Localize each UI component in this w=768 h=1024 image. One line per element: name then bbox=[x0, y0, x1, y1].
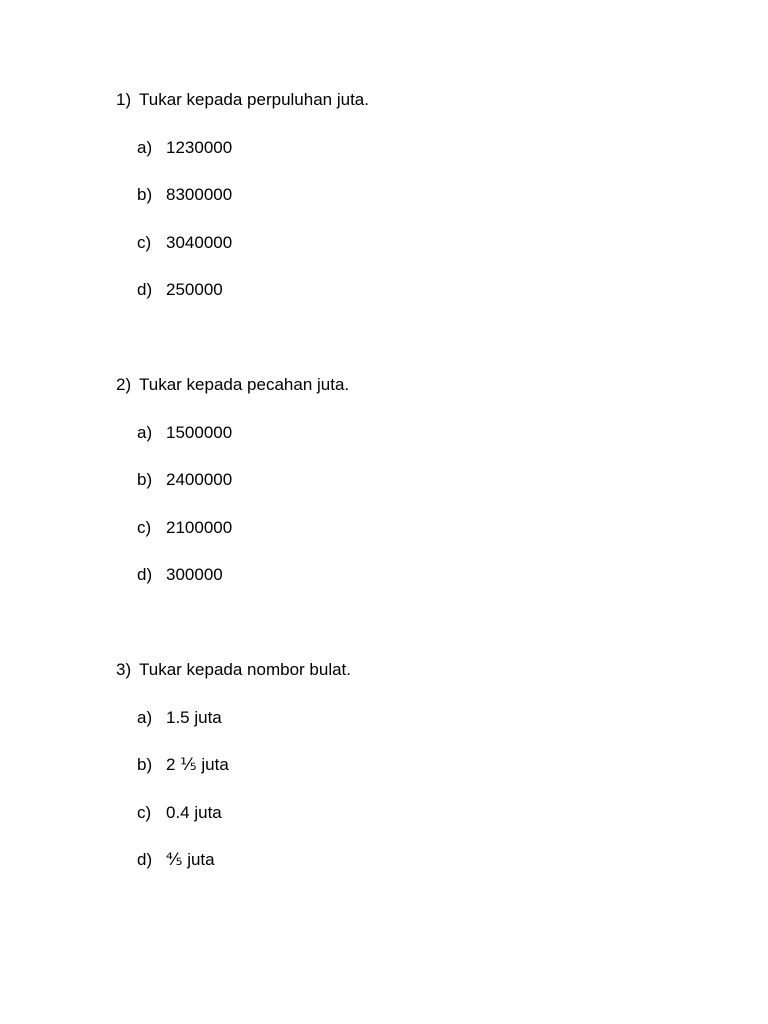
question-1-items bbox=[116, 136, 716, 303]
list-item bbox=[137, 421, 716, 445]
item-value: 250000 bbox=[166, 280, 223, 299]
item-letter: c) bbox=[137, 517, 152, 537]
question-1 bbox=[116, 88, 716, 302]
item-value: ⅘ juta bbox=[166, 850, 215, 869]
item-value: 8300000 bbox=[166, 185, 233, 204]
list-item bbox=[137, 706, 716, 730]
question-number: 3) bbox=[116, 660, 132, 679]
item-letter: c) bbox=[137, 232, 152, 252]
item-value: 3040000 bbox=[166, 232, 233, 252]
item-letter: a) bbox=[137, 707, 153, 727]
question-3-items bbox=[116, 706, 716, 873]
question-number: 1) bbox=[116, 90, 132, 109]
question-3 bbox=[116, 658, 716, 872]
question-title: Tukar kepada perpuluhan juta. bbox=[139, 90, 369, 109]
item-letter: b) bbox=[137, 185, 153, 204]
question-2 bbox=[116, 373, 716, 587]
item-letter: b) bbox=[137, 470, 153, 489]
item-letter: b) bbox=[137, 755, 153, 774]
list-item bbox=[137, 753, 716, 777]
list-item bbox=[137, 468, 716, 492]
list-item bbox=[137, 231, 716, 255]
list-item bbox=[137, 801, 716, 825]
list-item bbox=[137, 183, 716, 207]
item-value: 0.4 juta bbox=[166, 802, 222, 822]
list-item bbox=[137, 848, 716, 872]
question-2-items bbox=[116, 421, 716, 588]
item-value: 300000 bbox=[166, 565, 223, 584]
item-letter: d) bbox=[137, 280, 153, 299]
question-number: 2) bbox=[116, 375, 132, 394]
item-value: 1.5 juta bbox=[166, 707, 222, 727]
question-title: Tukar kepada pecahan juta. bbox=[139, 375, 350, 394]
item-value: 1500000 bbox=[166, 422, 233, 442]
item-value: 1230000 bbox=[166, 137, 233, 157]
item-letter: d) bbox=[137, 565, 153, 584]
item-value: 2 ⅕ juta bbox=[166, 755, 229, 774]
item-value: 2400000 bbox=[166, 470, 233, 489]
list-item bbox=[137, 278, 716, 302]
question-1-heading bbox=[116, 88, 716, 112]
item-letter: a) bbox=[137, 137, 153, 157]
list-item bbox=[137, 563, 716, 587]
item-letter: a) bbox=[137, 422, 153, 442]
question-2-heading bbox=[116, 373, 716, 397]
question-3-heading bbox=[116, 658, 716, 682]
list-item bbox=[137, 136, 716, 160]
list-item bbox=[137, 516, 716, 540]
question-title: Tukar kepada nombor bulat. bbox=[139, 660, 351, 679]
item-letter: d) bbox=[137, 850, 153, 869]
item-value: 2100000 bbox=[166, 517, 233, 537]
item-letter: c) bbox=[137, 802, 152, 822]
